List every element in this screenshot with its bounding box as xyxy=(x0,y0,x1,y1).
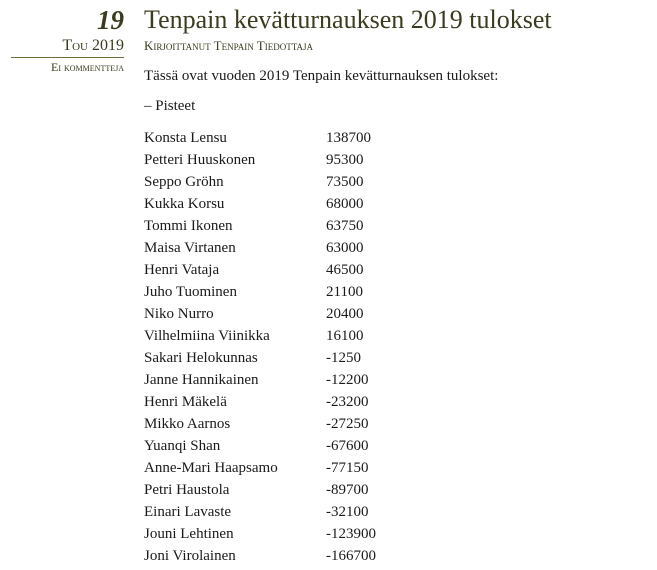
player-name: Niko Nurro xyxy=(144,306,214,322)
player-score: -77150 xyxy=(326,460,369,476)
table-row xyxy=(144,281,406,303)
player-name: Juho Tuominen xyxy=(144,284,237,300)
player-score: -123900 xyxy=(326,526,376,542)
player-score: -23200 xyxy=(326,394,369,410)
table-row xyxy=(144,369,406,391)
player-score: 73500 xyxy=(326,174,364,190)
date-day: 19 xyxy=(97,5,124,35)
player-name: Mikko Aarnos xyxy=(144,416,231,432)
player-score: 63750 xyxy=(326,218,364,234)
player-name: Janne Hannikainen xyxy=(144,372,259,388)
player-name: Konsta Lensu xyxy=(144,130,227,146)
player-score: 21100 xyxy=(326,284,363,300)
player-name: Joni Virolainen xyxy=(144,548,236,564)
table-row xyxy=(144,545,406,567)
player-name: Kukka Korsu xyxy=(144,196,225,212)
date-month-year: Tou 2019 xyxy=(62,37,124,54)
table-row xyxy=(144,457,406,479)
player-score: 68000 xyxy=(326,196,364,212)
player-score: 46500 xyxy=(326,262,364,278)
comments-link[interactable]: Ei kommentteja xyxy=(51,60,124,74)
player-score: -1250 xyxy=(326,350,361,366)
player-name: Tommi Ikonen xyxy=(144,218,233,234)
player-name: Vilhelmiina Viinikka xyxy=(144,328,270,344)
table-row xyxy=(144,435,406,457)
results-table xyxy=(144,127,406,567)
post-byline: Kirjoittanut Tenpain Tiedottaja xyxy=(144,38,314,53)
player-score: 20400 xyxy=(326,306,364,322)
table-row xyxy=(144,523,406,545)
player-name: Maisa Virtanen xyxy=(144,240,236,256)
player-score: -67600 xyxy=(326,438,369,454)
table-row xyxy=(144,171,406,193)
table-row xyxy=(144,237,406,259)
player-name: Jouni Lehtinen xyxy=(144,526,234,542)
table-row xyxy=(144,391,406,413)
player-score: -89700 xyxy=(326,482,369,498)
table-row xyxy=(144,303,406,325)
player-score: 63000 xyxy=(326,240,364,256)
player-name: Einari Lavaste xyxy=(144,504,232,520)
table-row xyxy=(144,259,406,281)
post-title[interactable]: Tenpain kevätturnauksen 2019 tulokset xyxy=(144,5,552,34)
player-score: -166700 xyxy=(326,548,376,564)
player-name: Yuanqi Shan xyxy=(144,438,221,454)
table-row xyxy=(144,127,406,149)
player-score: -32100 xyxy=(326,504,369,520)
table-row xyxy=(144,149,406,171)
table-row xyxy=(144,347,406,369)
date-divider xyxy=(11,57,124,58)
player-name: Petri Haustola xyxy=(144,482,230,498)
post-subhead: – Pisteet xyxy=(144,98,196,114)
table-row xyxy=(144,193,406,215)
table-row xyxy=(144,479,406,501)
player-name: Sakari Helokunnas xyxy=(144,350,258,366)
table-row xyxy=(144,501,406,523)
player-name: Henri Mäkelä xyxy=(144,394,227,410)
player-name: Petteri Huuskonen xyxy=(144,152,256,168)
player-name: Seppo Gröhn xyxy=(144,174,224,190)
table-row xyxy=(144,215,406,237)
player-score: 95300 xyxy=(326,152,364,168)
player-score: -12200 xyxy=(326,372,369,388)
post-intro: Tässä ovat vuoden 2019 Tenpain kevätturnauksen tulokset: xyxy=(144,68,499,84)
player-name: Henri Vataja xyxy=(144,262,220,278)
table-row xyxy=(144,413,406,435)
player-score: -27250 xyxy=(326,416,369,432)
player-score: 138700 xyxy=(326,130,371,146)
player-name: Anne-Mari Haapsamo xyxy=(144,460,278,476)
table-row xyxy=(144,325,406,347)
player-score: 16100 xyxy=(326,328,364,344)
